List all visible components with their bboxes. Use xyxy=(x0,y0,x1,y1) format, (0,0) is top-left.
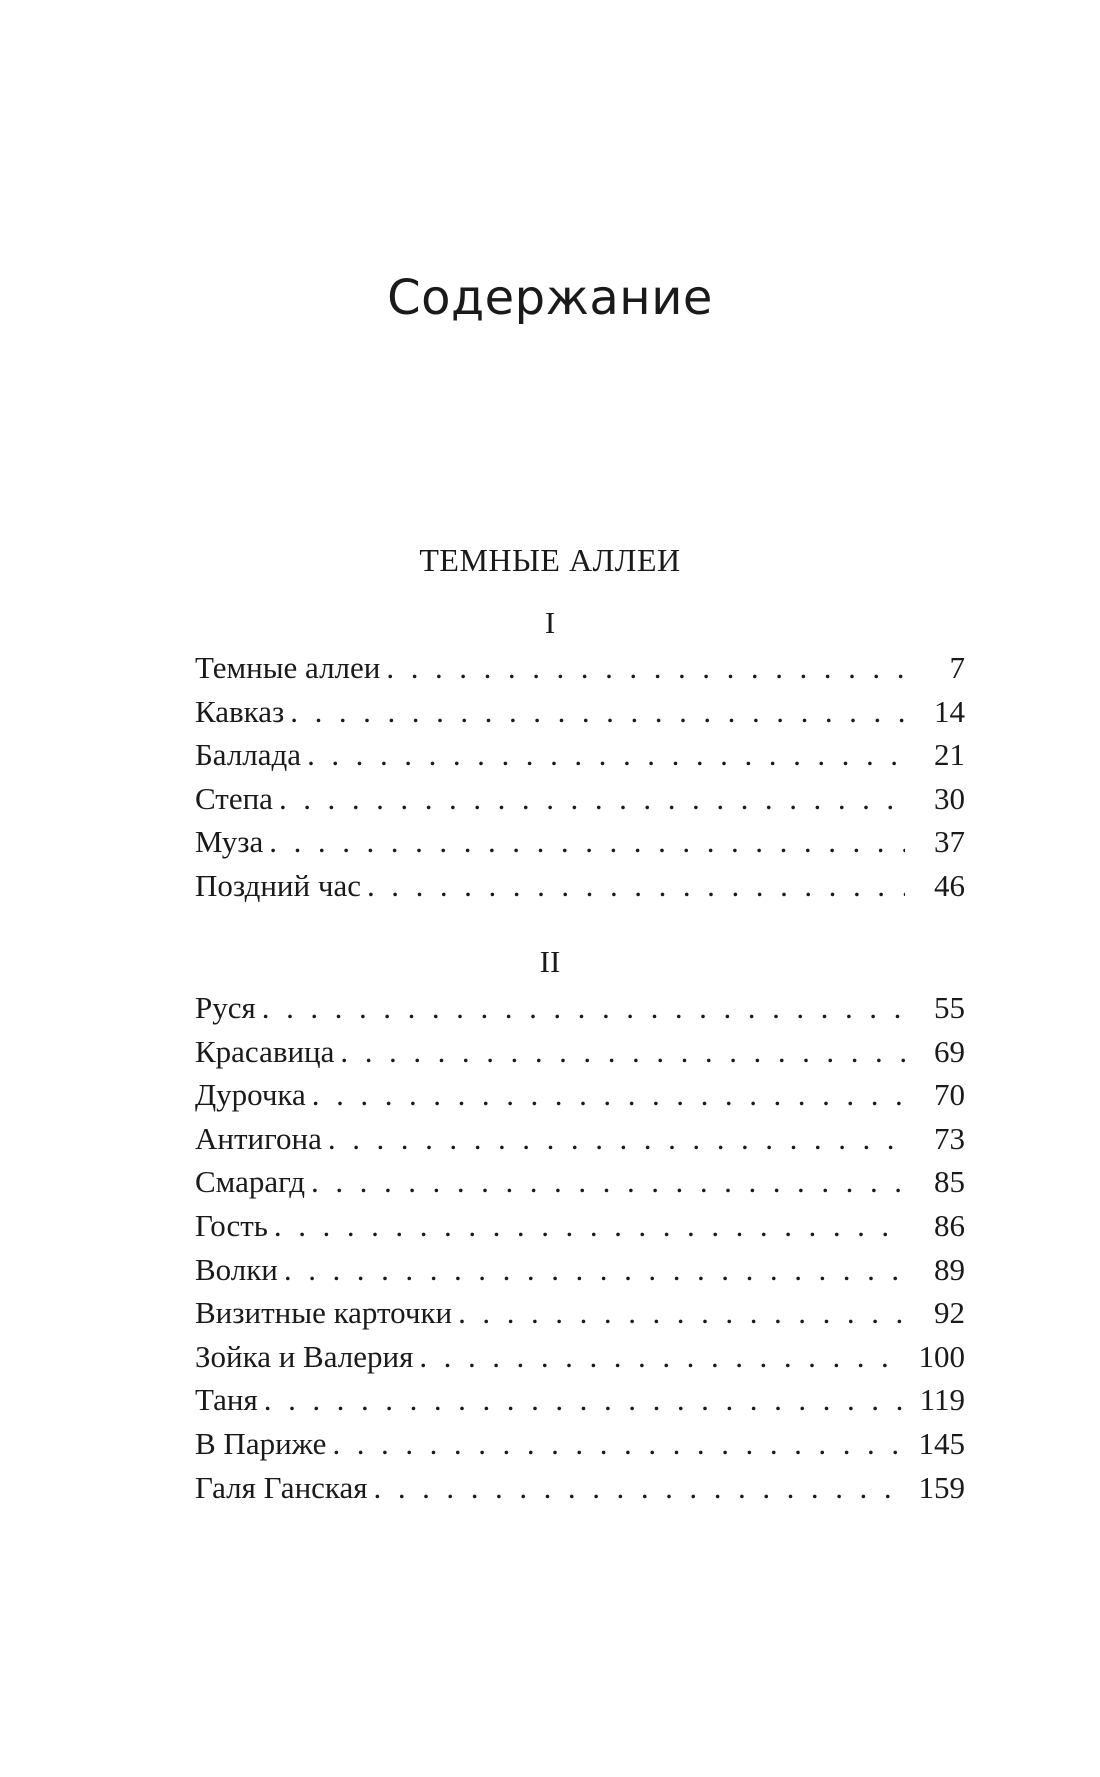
toc-list-section-1 xyxy=(195,646,965,908)
dot-leader xyxy=(290,690,905,734)
toc-entry-title: Гость xyxy=(195,1207,268,1243)
toc-entry-page: 69 xyxy=(934,1033,965,1069)
toc-entry-title: Темные аллеи xyxy=(195,650,381,685)
toc-entry[interactable] xyxy=(195,777,965,821)
dot-leader xyxy=(419,1335,905,1379)
toc-entry-title: Кавказ xyxy=(195,693,285,729)
dot-leader xyxy=(374,1466,905,1510)
toc-entry[interactable] xyxy=(195,1466,965,1510)
dot-leader xyxy=(262,986,905,1030)
toc-entry[interactable] xyxy=(195,1248,965,1292)
toc-entry-title: Степа xyxy=(195,780,273,816)
toc-entry-page: 85 xyxy=(934,1164,965,1200)
page-title: Содержание xyxy=(387,270,713,327)
toc-entry[interactable] xyxy=(195,1378,965,1422)
toc-entry-title: Поздний час xyxy=(195,867,361,903)
toc-entry-page: 55 xyxy=(934,990,965,1025)
dot-leader xyxy=(311,1160,905,1204)
toc-entry-title: В Париже xyxy=(195,1425,327,1461)
dot-leader xyxy=(307,733,905,777)
toc-entry[interactable] xyxy=(195,1117,965,1161)
toc-entry-title: Баллада xyxy=(195,737,302,773)
toc-entry-title: Галя Ганская xyxy=(195,1469,368,1505)
dot-leader xyxy=(328,1117,905,1161)
toc-entry-page: 37 xyxy=(934,824,965,860)
toc-entry[interactable] xyxy=(195,1291,965,1335)
dot-leader xyxy=(340,1030,905,1074)
toc-entry-title: Дурочка xyxy=(195,1077,306,1113)
toc-entry-page: 21 xyxy=(934,737,965,773)
dot-leader xyxy=(312,1073,905,1117)
toc-entry-page: 92 xyxy=(934,1295,965,1331)
toc-entry-page: 145 xyxy=(918,1425,965,1461)
toc-entry-page: 7 xyxy=(949,650,965,685)
toc-entry[interactable] xyxy=(195,646,965,690)
dot-leader xyxy=(458,1291,905,1335)
toc-entry-title: Визитные карточки xyxy=(195,1295,453,1331)
toc-entry[interactable] xyxy=(195,733,965,777)
toc-entry[interactable] xyxy=(195,986,965,1030)
dot-leader xyxy=(367,864,905,908)
toc-entry-title: Руся xyxy=(195,990,256,1025)
book-title: ТЕМНЫЕ АЛЛЕИ xyxy=(419,542,681,578)
section-heading-2: II xyxy=(539,944,561,979)
toc-entry[interactable] xyxy=(195,1204,965,1248)
dot-leader xyxy=(332,1422,905,1466)
toc-entry-page: 89 xyxy=(934,1251,965,1287)
dot-leader xyxy=(274,1204,905,1248)
toc-entry-page: 119 xyxy=(919,1382,965,1418)
dot-leader xyxy=(284,1248,905,1292)
toc-entry-title: Таня xyxy=(195,1382,258,1418)
toc-entry-title: Волки xyxy=(195,1251,278,1287)
toc-entry[interactable] xyxy=(195,820,965,864)
toc-entry[interactable] xyxy=(195,1073,965,1117)
dot-leader xyxy=(279,777,905,821)
section-heading-1: I xyxy=(544,605,556,640)
toc-entry-page: 14 xyxy=(934,693,965,729)
toc-entry-page: 30 xyxy=(934,780,965,816)
toc-list-section-2 xyxy=(195,986,965,1509)
toc-entry-page: 100 xyxy=(918,1338,965,1374)
dot-leader xyxy=(269,820,905,864)
toc-entry-page: 46 xyxy=(934,867,965,903)
toc-entry[interactable] xyxy=(195,1422,965,1466)
toc-entry[interactable] xyxy=(195,864,965,908)
toc-entry-title: Антигона xyxy=(195,1120,322,1156)
toc-entry[interactable] xyxy=(195,690,965,734)
toc-entry-page: 73 xyxy=(934,1120,965,1156)
toc-entry-title: Зойка и Валерия xyxy=(195,1338,414,1374)
dot-leader xyxy=(386,646,905,690)
toc-entry-page: 159 xyxy=(918,1469,965,1505)
toc-entry-title: Смарагд xyxy=(195,1164,306,1200)
toc-entry[interactable] xyxy=(195,1160,965,1204)
toc-entry-page: 86 xyxy=(934,1207,965,1243)
toc-entry-page: 70 xyxy=(934,1077,965,1113)
toc-entry[interactable] xyxy=(195,1030,965,1074)
toc-entry-title: Муза xyxy=(195,824,264,860)
toc-entry-title: Красавица xyxy=(195,1033,335,1069)
dot-leader xyxy=(264,1378,905,1422)
toc-entry[interactable] xyxy=(195,1335,965,1379)
